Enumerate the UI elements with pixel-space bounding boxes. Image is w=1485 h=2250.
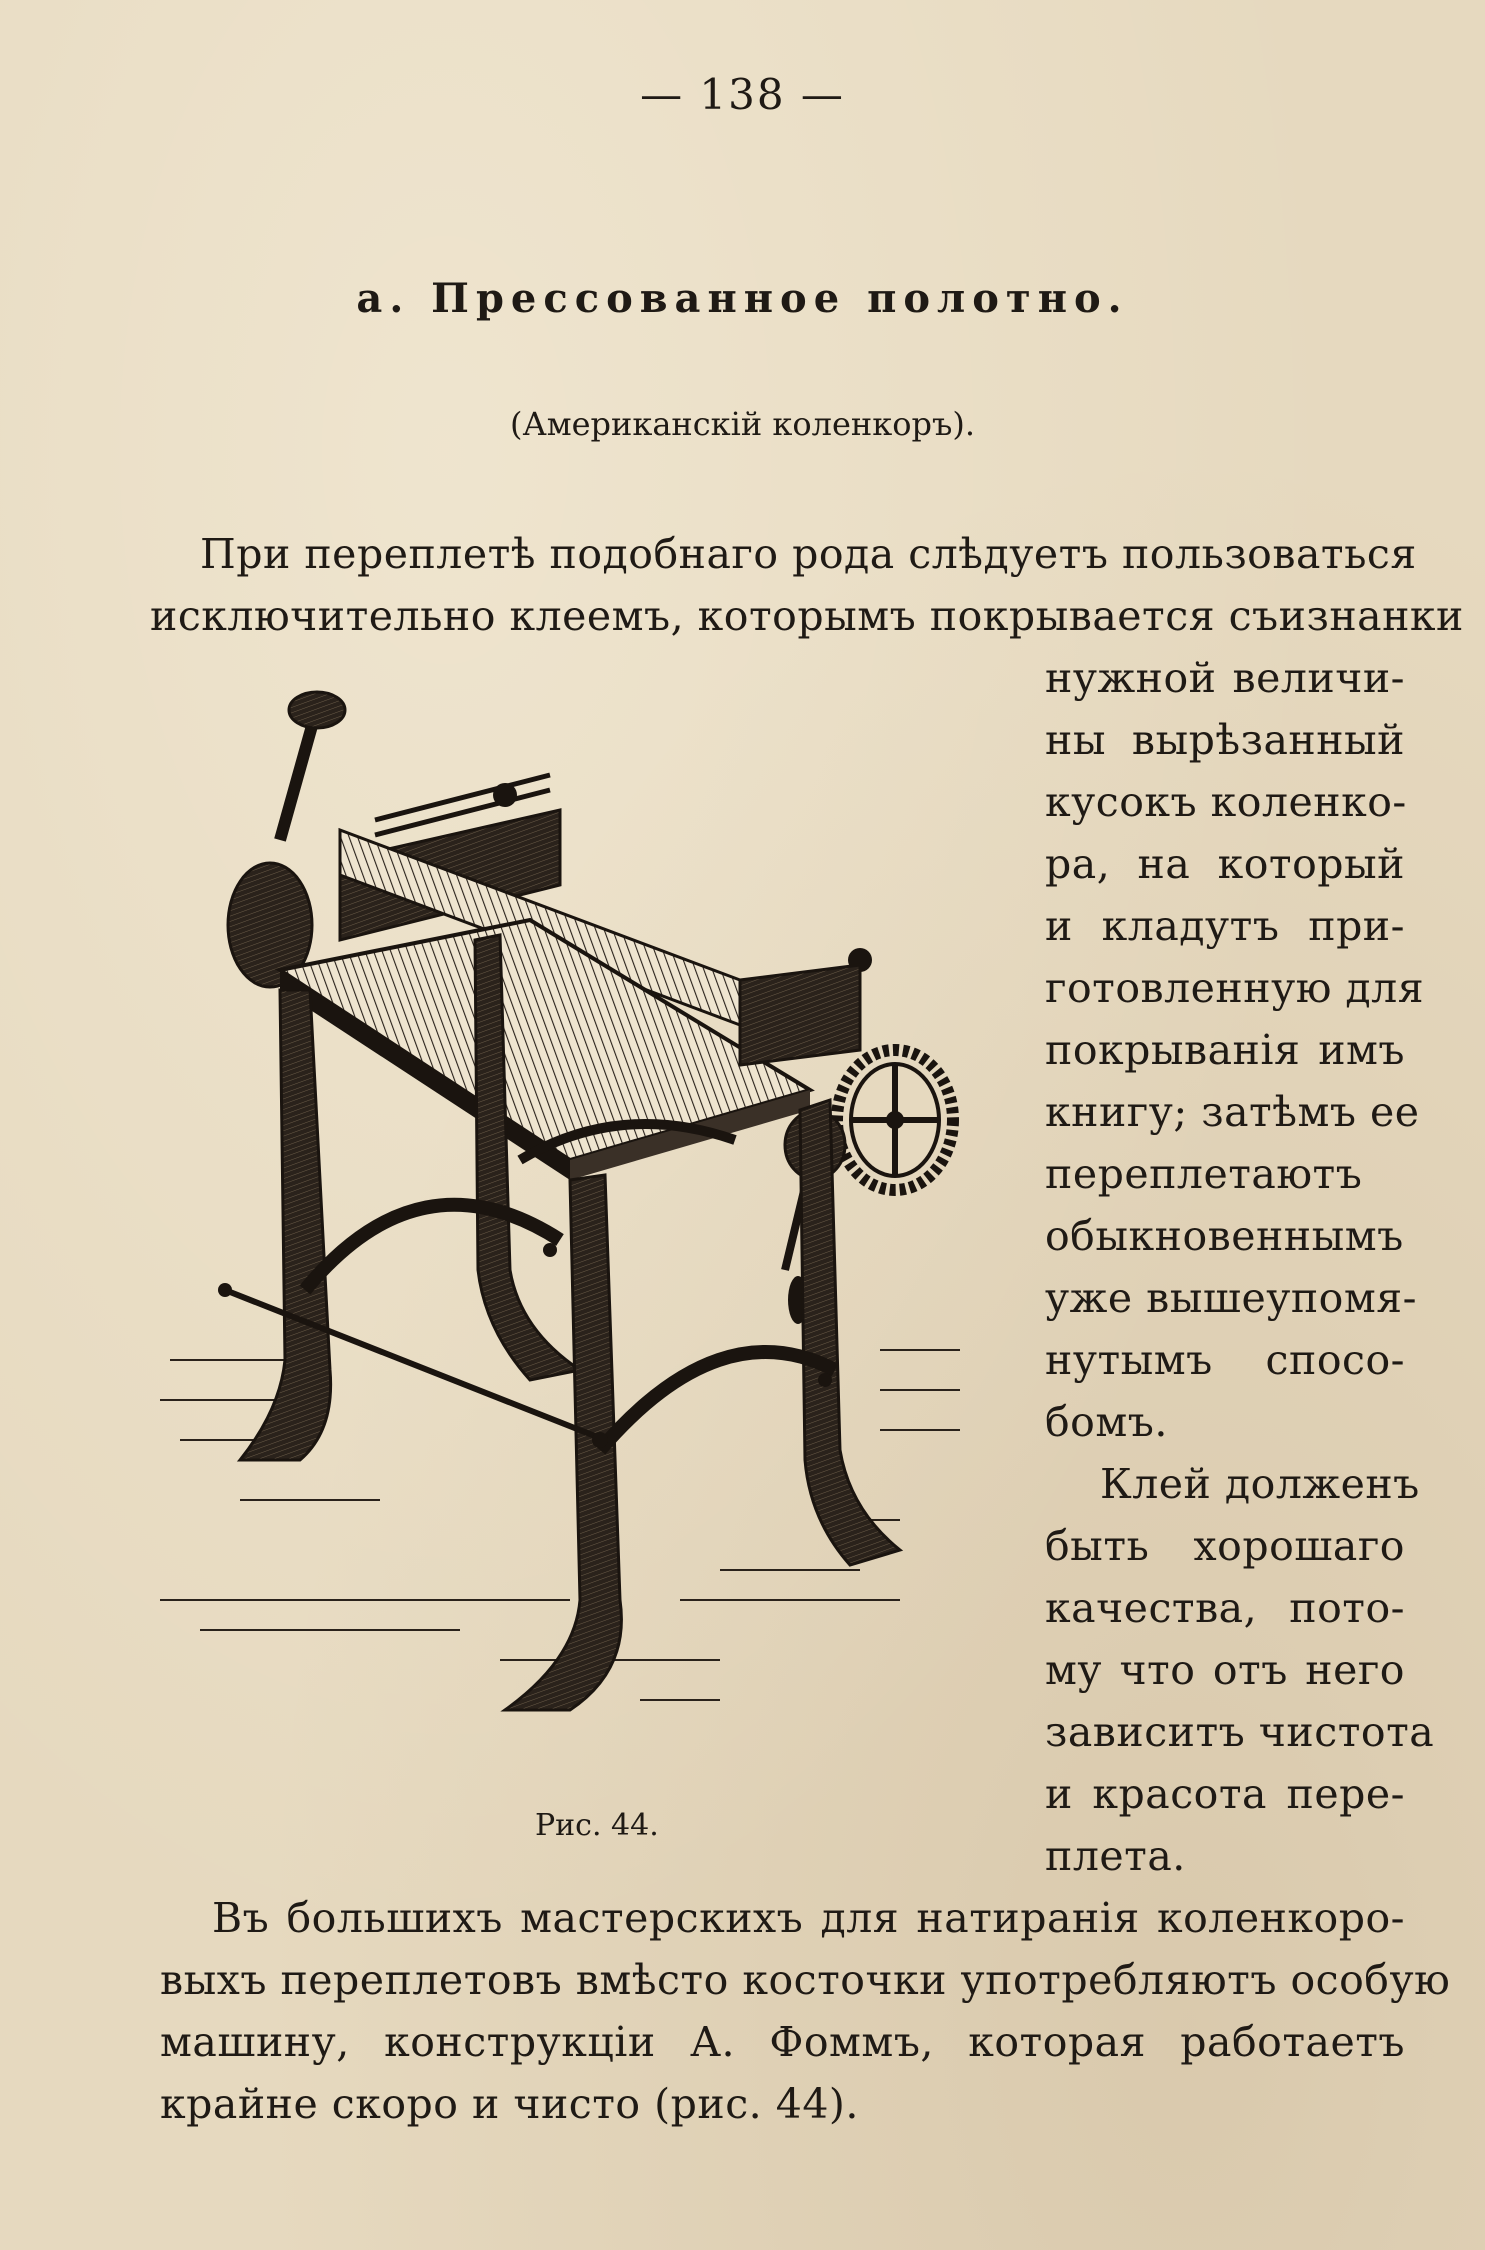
- column-line: плета.: [1045, 1832, 1186, 1880]
- column-line: быть хорошаго: [1045, 1522, 1405, 1570]
- column-line: уже вышеупомя-: [1045, 1274, 1417, 1322]
- column-line: му что отъ него: [1045, 1646, 1405, 1694]
- column-line: нутымъ спосо-: [1045, 1336, 1405, 1384]
- column-line: переплетаютъ: [1045, 1150, 1363, 1198]
- column-line: готовленную для: [1045, 964, 1425, 1012]
- paragraph-line: крайне скоро и чисто (рис. 44).: [160, 2080, 859, 2128]
- column-line: Клей долженъ: [1100, 1460, 1420, 1508]
- paragraph-line: исключительно клеемъ, которымъ покрывается съизнанки: [150, 592, 1464, 640]
- column-line: покрыванія имъ: [1045, 1026, 1405, 1074]
- lever-knob: [289, 692, 345, 728]
- section-heading: а. Прессованное полотно.: [356, 275, 1129, 322]
- column-line: и красота пере-: [1045, 1770, 1405, 1818]
- side-frame: [740, 965, 860, 1065]
- column-line: ны вырѣзанный: [1045, 716, 1405, 764]
- lever: [280, 715, 315, 840]
- column-line: книгу; затѣмъ ее: [1045, 1088, 1420, 1136]
- column-line: и кладутъ при-: [1045, 902, 1405, 950]
- column-line: кусокъ коленко-: [1045, 778, 1407, 826]
- right-arch: [600, 1352, 835, 1450]
- column-line: обыкновеннымъ: [1045, 1212, 1404, 1260]
- column-line: нужной величи-: [1045, 654, 1405, 702]
- page-number: — 138 —: [640, 70, 845, 119]
- gear-wheel: [837, 1050, 953, 1190]
- column-line: зависитъ чистота: [1045, 1708, 1435, 1756]
- figure-caption: Рис. 44.: [535, 1808, 659, 1843]
- paragraph-line: При переплетѣ подобнаго рода слѣдуетъ пользоваться: [200, 530, 1417, 578]
- paragraph-line: выхъ переплетовъ вмѣсто косточки употребляютъ особую: [160, 1956, 1451, 2004]
- column-line: качества, пото-: [1045, 1584, 1405, 1632]
- paragraph-line: машину, конструкціи А. Фоммъ, которая работаетъ: [160, 2018, 1405, 2066]
- column-line: бомъ.: [1045, 1398, 1168, 1446]
- paragraph-line: Въ большихъ мастерскихъ для натиранія коленкоро-: [212, 1894, 1405, 1942]
- column-line: ра, на который: [1045, 840, 1405, 888]
- machine-illustration: [160, 670, 1020, 1770]
- section-subheading: (Американскій коленкоръ).: [509, 405, 976, 443]
- left-arch: [305, 1205, 560, 1290]
